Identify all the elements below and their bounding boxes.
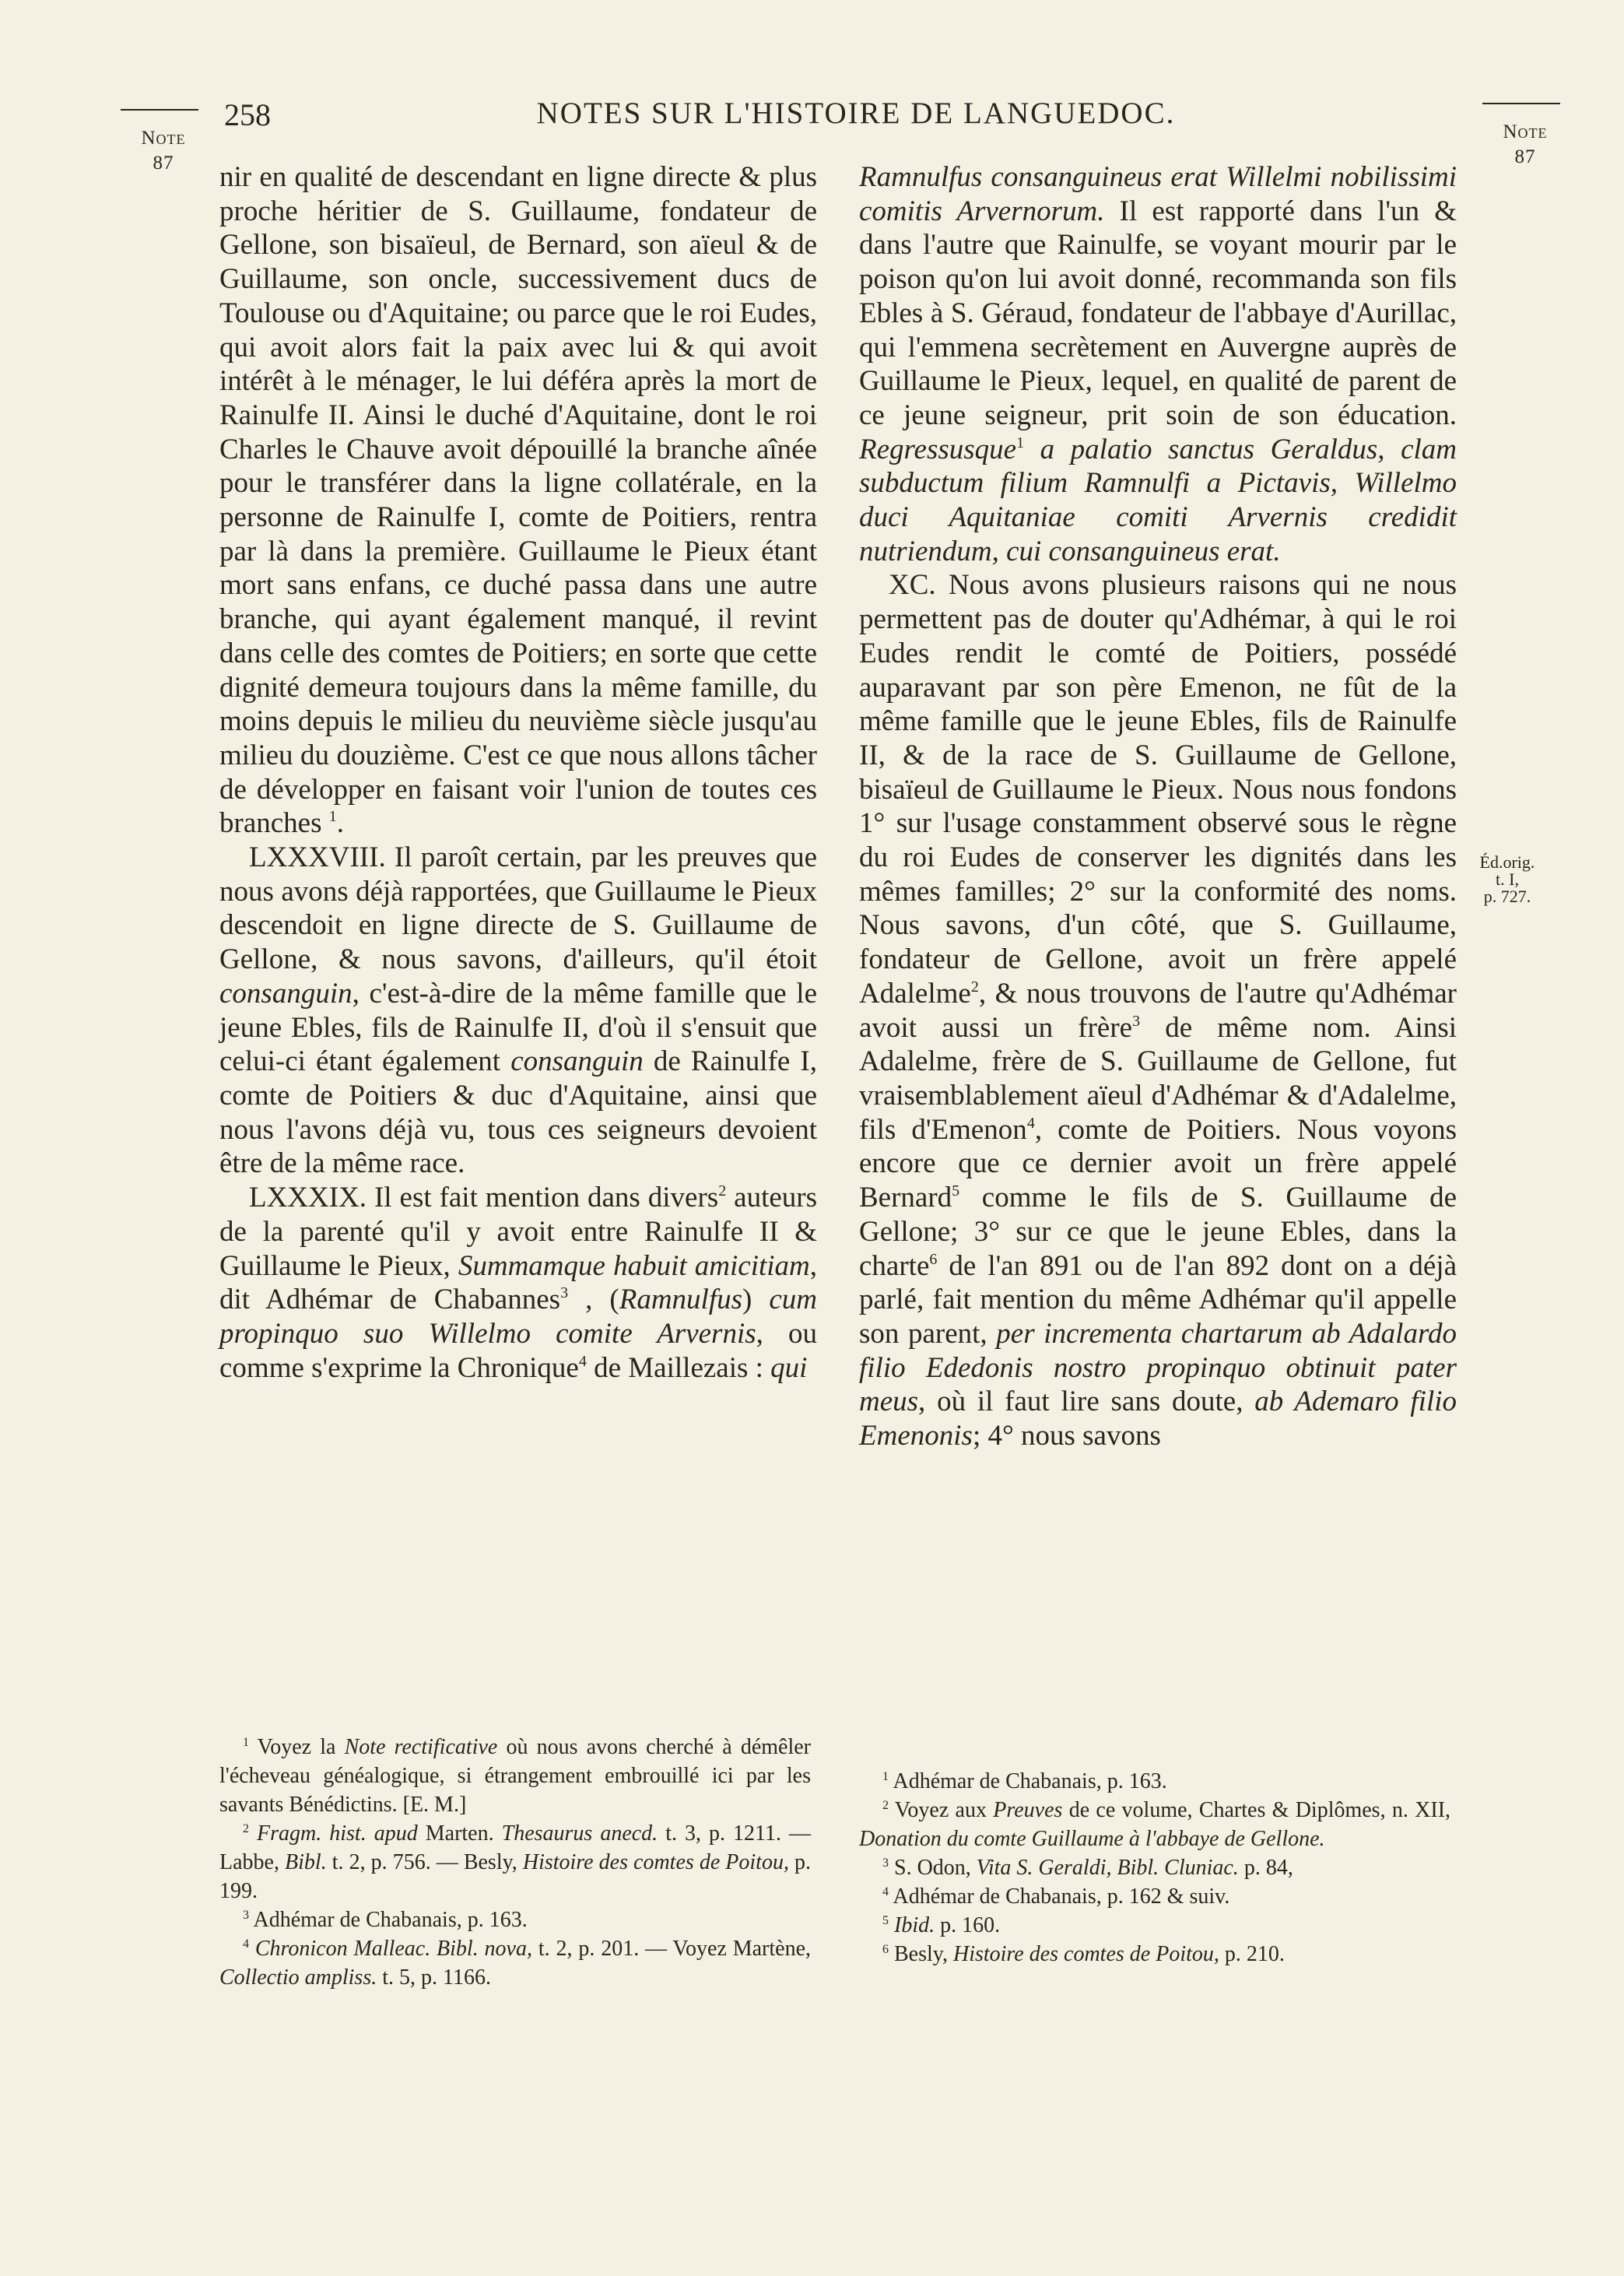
right-note-label: Note [1503, 121, 1548, 142]
footnote-ref: 4 [1026, 1114, 1035, 1132]
footnote-1: $^1$ Voyez la Note rectificative où nous avons cherché à démêler l'écheveau généalogique, si étrangement embrouillé ici par les savants Bénédictins. [E. M.] [219, 1735, 811, 1817]
footnote-ref: 2 [970, 978, 979, 996]
footnote-6: $^6$ Besly, Histoire des comtes de Poitou, p. 210. [882, 1942, 1285, 1966]
footnote-3: $^3$ Adhémar de Chabanais, p. 163. [243, 1908, 528, 1932]
page-number: 258 [224, 97, 271, 132]
footnote-3: $^3$ S. Odon, Vita S. Geraldi, Bibl. Cluniac. p. 84, [882, 1856, 1293, 1880]
left-note-label: Note [141, 128, 186, 149]
footnote-1: $^1$ Adhémar de Chabanais, p. 163. [882, 1769, 1167, 1793]
right-margin-rule [1482, 103, 1560, 104]
right-paragraph-1: Ramnulfus consanguineus erat Willelmi nobilissimi comitis Arvernorum. Il est rapporté dans l'un & dans l'autre que Rainulfe, se voyant mourir par le poison qu'on lui avoit donné, recommanda son fils Ebles à S. Géraud, fondateur de l'abbaye d'Aurillac, qui l'emmena secrètement en Auvergne auprès de Guillaume le Pieux, lequel, en qualité de parent de ce jeune seigneur, prit soin de son éducation. Regressusque$^1$ a palatio sanctus Geraldus, clam subductum filium Ramnulfi a Pictavis, Willelmo duci Aquitaniae comiti Arvernis credidit nutriendum, cui consanguineus erat. [859, 161, 1457, 567]
left-note-number: 87 [153, 153, 174, 174]
footnote-ref: 2 [718, 1182, 727, 1200]
footnote-4: $^4$ Adhémar de Chabanais, p. 162 & suiv. [882, 1884, 1230, 1909]
footnote-ref: 5 [952, 1182, 960, 1200]
left-paragraph-lxxxviii: LXXXVIII. Il paroît certain, par les preuves que nous avons déjà rapportées, que Guillaume le Pieux descendoit en ligne directe de S. Guillaume de Gellone, & nous savons, d'ailleurs, qu'il étoit consanguin, c'est-à-dire de la même famille que le jeune Ebles, fils de Rainulfe II, d'où il s'ensuit que celui-ci étant également consanguin de Rainulfe I, comte de Poitiers & duc d'Aquitaine, ainsi que nous l'avons déjà vu, tous ces seigneurs devoient être de la même race. [219, 841, 818, 1180]
right-paragraph-xc: XC. Nous avons plusieurs raisons qui ne nous permettent pas de douter qu'Adhémar, à qui le roi Eudes rendit le comté de Poitiers, possédé auparavant par son père Emenon, ne fût de la même famille que le jeune Ebles, fils de Rainulfe II, & de la race de S. Guillaume de Gellone, bisaïeul de Guillaume le Pieux. Nous nous fondons 1° sur l'usage constamment observé sous le règne du roi Eudes de conserver les dignités dans les mêmes familles; 2° sur la conformité des noms. Nous savons, d'un côté, que S. Guillaume, fondateur de Gellone, avoit un frère appelé Adalelme$^2$, & nous trouvons de l'autre qu'Adhémar avoit aussi un frère$^3$ de même nom. Ainsi Adalelme, frère de S. Guillaume de Gellone, fut vraisemblablement aïeul d'Adhémar & d'Adalelme, fils d'Emenon$^4$, comte de Poitiers. Nous voyons encore que ce dernier avoit un frère appelé Bernard$^5$ comme le fils de S. Guillaume de Gellone; 3° sur ce que le jeune Ebles, dans la charte$^6$ de l'an 891 ou de l'an 892 dont on a déjà parlé, fait mention du même Adhémar qu'il appelle son parent, per incrementa chartarum ab Adalardo filio Ededonis nostro propinquo obtinuit pater meus, où il faut lire sans doute, ab Ademaro filio Emenonis; 4° nous savons [859, 569, 1457, 1452]
footnote-ref: 6 [929, 1250, 938, 1268]
right-note-number: 87 [1514, 146, 1536, 167]
left-margin-rule [121, 109, 198, 111]
footnote-ref: 3 [560, 1284, 569, 1302]
ed-orig-tome: t. I, [1496, 869, 1519, 889]
footnote-2: $^2$ Voyez aux Preuves de ce volume, Chartes & Diplômes, n. XII, Donation du comte Guillaume à l'abbaye de Gellone. [859, 1798, 1451, 1851]
footnote-4: $^4$ Chronicon Malleac. Bibl. nova, t. 2, p. 201. — Voyez Martène, Collectio ampliss. t. 5, p. 1166. [219, 1937, 812, 1990]
running-title: NOTES SUR L'HISTOIRE DE LANGUEDOC. [536, 97, 1176, 130]
right-footnotes [859, 1767, 1450, 1969]
left-paragraph-1: nir en qualité de descendant en ligne directe & plus proche héritier de S. Guillaume, fondateur de Gellone, son bisaïeul, de Bernard, son aïeul & de Guillaume, son oncle, successivement ducs de Toulouse ou d'Aquitaine; ou parce que le roi Eudes, qui avoit alors fait la paix avec lui & qui avoit intérêt à le ménager, le lui déféra après la mort de Rainulfe II. Ainsi le duché d'Aquitaine, dont le roi Charles le Chauve avoit dépouillé la branche aînée pour le transférer dans la ligne collatérale, en la personne de Rainulfe I, comte de Poitiers, rentra par là dans la première. Guillaume le Pieux étant mort sans enfans, ce duché passa dans une autre branche, qui ayant également manqué, il revint dans celle des comtes de Poitiers; en sorte que cette dignité demeura toujours dans la même famille, du moins depuis le milieu du neuvième siècle jusqu'au milieu du douzième. C'est ce que nous allons tâcher de développer en faisant voir l'union de toutes ces branches $^1$. [219, 161, 817, 840]
footnote-5: $^5$ Ibid. p. 160. [882, 1913, 1001, 1937]
footnote-ref: 4 [578, 1352, 587, 1370]
left-column [219, 160, 817, 1385]
left-footnotes [219, 1733, 811, 1992]
footnote-2: $^2$ Fragm. hist. apud Marten. Thesaurus anecd. t. 3, p. 1211. — Labbe, Bibl. t. 2, p. 756. — Besly, Histoire des comtes de Poitou, p. 199. [219, 1821, 812, 1903]
footnote-ref: 1 [1016, 434, 1025, 451]
ed-orig-label: Éd.orig. [1479, 852, 1535, 872]
footnote-ref: 3 [1132, 1012, 1141, 1030]
left-paragraph-lxxxix: LXXXIX. Il est fait mention dans divers$^2$ auteurs de la parenté qu'il y avoit entre Rainulfe II & Guillaume le Pieux, Summamque habuit amicitiam, dit Adhémar de Chabannes$^3$ , (Ramnulfus) cum propinquo suo Willelmo comite Arvernis, ou comme s'exprime la Chronique$^4$ de Maillezais : qui [219, 1182, 818, 1384]
footnote-ref: 1 [328, 808, 337, 826]
right-column [859, 160, 1457, 1453]
ed-orig-page: p. 727. [1483, 887, 1531, 906]
